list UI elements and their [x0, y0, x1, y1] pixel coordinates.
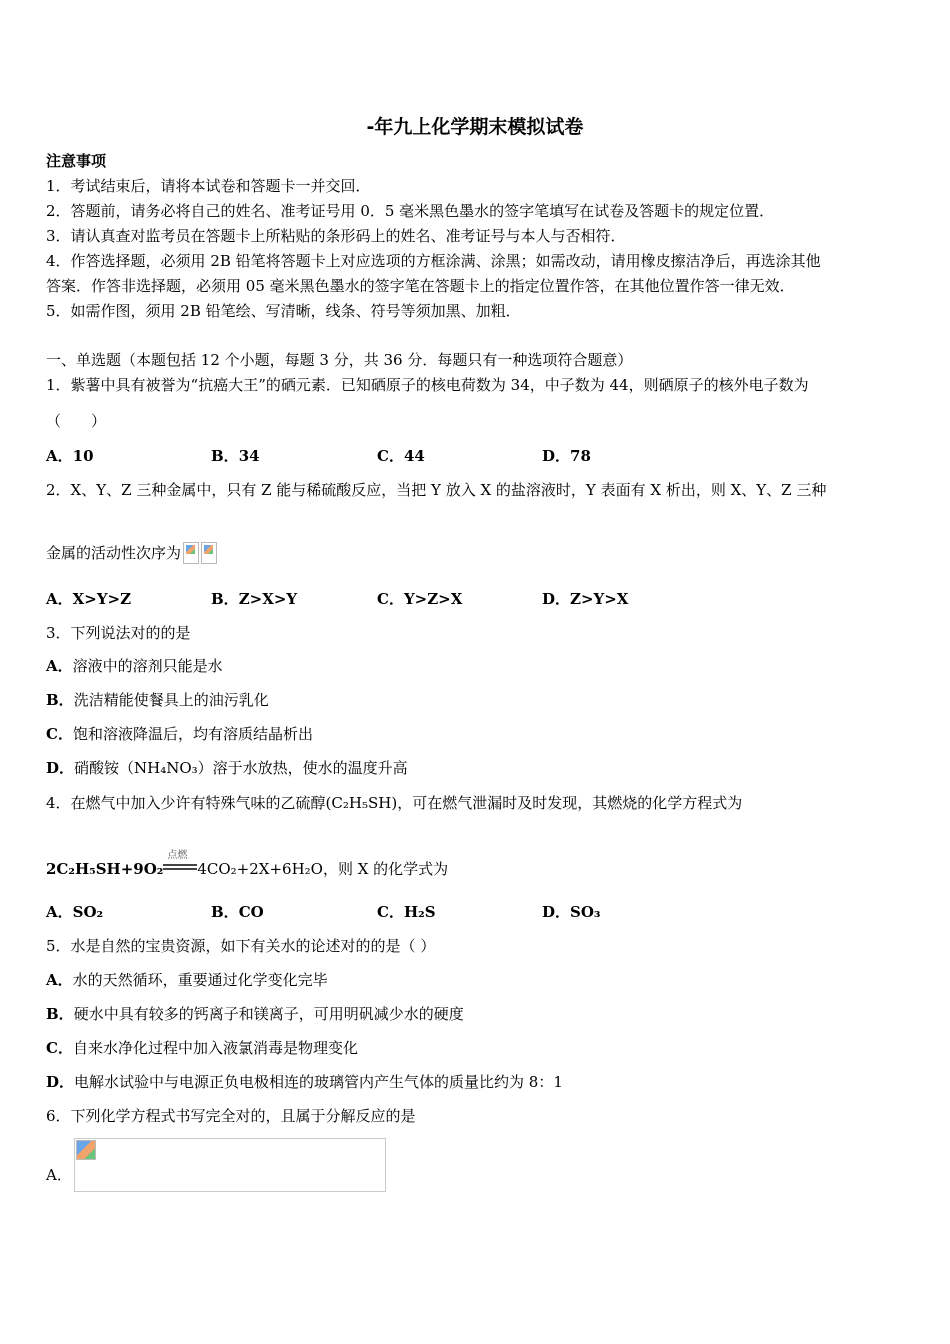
- option-text: 34: [238, 447, 260, 465]
- option-label: A．: [46, 903, 73, 921]
- option-label: A．: [46, 447, 73, 465]
- option-text: H₂S: [403, 903, 436, 921]
- q5-option-c[interactable]: [46, 1038, 358, 1058]
- option-label: D．: [542, 447, 571, 465]
- notice-item-4-cont: 答案．作答非选择题，必须用 05 毫米黑色墨水的签字笔在答题卡上的指定位置作答，在其他位置作答一律无效．: [46, 277, 795, 295]
- q4-option-b[interactable]: [211, 902, 264, 922]
- q2-option-c[interactable]: [377, 589, 462, 609]
- option-text: 10: [72, 447, 94, 465]
- notice-item-1: 1．考试结束后，请将本试卷和答题卡一并交回．: [46, 177, 371, 195]
- equation-lhs: 2C₂H₅SH+9O₂: [46, 860, 164, 878]
- option-text: SO₂: [72, 903, 104, 921]
- option-text: 溶液中的溶剂只能是水: [72, 657, 223, 675]
- option-label: B．: [46, 1005, 74, 1023]
- option-label: D．: [46, 1073, 75, 1091]
- q1-option-b[interactable]: [211, 446, 260, 466]
- option-label: C．: [46, 1039, 73, 1057]
- q3-option-c[interactable]: [46, 724, 313, 744]
- option-text: 硝酸铵（NH₄NO₃）溶于水放热，使水的温度升高: [74, 759, 408, 777]
- option-label: A．: [46, 590, 73, 608]
- option-label: D．: [542, 903, 571, 921]
- q3-option-a[interactable]: [46, 656, 223, 676]
- q2-option-d[interactable]: [542, 589, 628, 609]
- option-label: C．: [377, 903, 404, 921]
- option-text: 44: [403, 447, 425, 465]
- option-text: 洗洁精能使餐具上的油污乳化: [73, 691, 269, 709]
- reaction-condition: 点燃: [167, 850, 188, 861]
- q1-option-c[interactable]: [377, 446, 425, 466]
- q4-stem: 4．在燃气中加入少许有特殊气味的乙硫醇(C₂H₅SH)，可在燃气泄漏时及时发现，其燃烧的化学方程式为: [46, 794, 743, 812]
- q3-option-d[interactable]: [46, 758, 408, 778]
- option-text: 78: [570, 447, 591, 465]
- option-text: 自来水净化过程中加入液氯消毒是物理变化: [72, 1039, 358, 1057]
- option-text: 水的天然循环，重要通过化学变化完毕: [72, 971, 328, 989]
- option-label: B．: [211, 447, 239, 465]
- q1-option-d[interactable]: [542, 446, 591, 466]
- q2-option-a[interactable]: [46, 589, 131, 609]
- option-label: C．: [46, 725, 73, 743]
- option-label: D．: [46, 759, 75, 777]
- q1-stem: 1．紫薯中具有被誉为“抗癌大王”的硒元素．已知硒原子的核电荷数为 34，中子数为 44，则硒原子的核外电子数为: [46, 376, 809, 394]
- option-text: Z>X>Y: [238, 590, 298, 608]
- q6-option-a-image[interactable]: [74, 1138, 386, 1192]
- q5-option-b[interactable]: [46, 1004, 464, 1024]
- q1-stem-cont: （ ）: [46, 412, 107, 430]
- broken-image-icon: [183, 542, 199, 564]
- option-text: X>Y>Z: [72, 590, 132, 608]
- broken-image-icon: [76, 1140, 96, 1160]
- option-label: B．: [46, 691, 74, 709]
- q6-option-a-label[interactable]: A．: [46, 1166, 72, 1184]
- q2-stem-text: 金属的活动性次序为: [46, 544, 182, 562]
- notice-heading: 注意事项: [46, 152, 107, 170]
- notice-item-2: 2．答题前，请务必将自己的姓名、准考证号用 0．5 毫米黑色墨水的签字笔填写在试卷及答题卡的规定位置．: [46, 202, 775, 220]
- notice-item-3: 3．请认真查对监考员在答题卡上所粘贴的条形码上的姓名、准考证号与本人与否相符．: [46, 227, 626, 245]
- option-label: C．: [377, 590, 404, 608]
- notice-item-4: 4．作答选择题，必须用 2B 铅笔将答题卡上对应选项的方框涂满、涂黑；如需改动，请用橡皮擦洁净后，再选涂其他: [46, 252, 821, 270]
- q4-equation: [46, 850, 449, 879]
- option-text: 硬水中具有较多的钙离子和镁离子，可用明矾减少水的硬度: [73, 1005, 464, 1023]
- q5-stem: 5．水是自然的宝贵资源，如下有关水的论述对的的是（ ）: [46, 937, 436, 955]
- option-text: 电解水试验中与电源正负电极相连的玻璃管内产生气体的质量比约为 8：1: [74, 1073, 563, 1091]
- q5-option-a[interactable]: [46, 970, 328, 990]
- q3-option-b[interactable]: [46, 690, 269, 710]
- broken-image-icon: [201, 542, 217, 564]
- option-label: B．: [211, 590, 239, 608]
- reaction-condition-arrow: [163, 850, 197, 868]
- option-label: A．: [46, 971, 73, 989]
- q6-stem: 6．下列化学方程式书写完全对的，且属于分解反应的是: [46, 1107, 416, 1125]
- option-label: B．: [211, 903, 239, 921]
- option-label: C．: [377, 447, 404, 465]
- q2-stem: 2．X、Y、Z 三种金属中，只有 Z 能与稀硫酸反应，当把 Y 放入 X 的盐溶液时，Y 表面有 X 析出，则 X、Y、Z 三种: [46, 481, 827, 499]
- option-text: SO₃: [570, 903, 601, 921]
- option-text: CO: [238, 903, 264, 921]
- option-label: D．: [542, 590, 571, 608]
- q2-stem-cont: [46, 542, 217, 564]
- q4-option-c[interactable]: [377, 902, 436, 922]
- page-title: -年九上化学期末模拟试卷: [366, 116, 584, 138]
- option-text: Z>Y>X: [570, 590, 629, 608]
- q3-stem: 3．下列说法对的的是: [46, 624, 191, 642]
- option-text: 饱和溶液降温后，均有溶质结晶析出: [72, 725, 313, 743]
- q1-option-a[interactable]: [46, 446, 94, 466]
- q2-option-b[interactable]: [211, 589, 297, 609]
- equation-rhs: 4CO₂+2X+6H₂O，则 X 的化学式为: [197, 860, 449, 878]
- q4-option-d[interactable]: [542, 902, 600, 922]
- option-label: A．: [46, 657, 73, 675]
- notice-item-5: 5．如需作图，须用 2B 铅笔绘、写清晰，线条、符号等须加黑、加粗．: [46, 302, 521, 320]
- q4-option-a[interactable]: [46, 902, 103, 922]
- q5-option-d[interactable]: [46, 1072, 563, 1092]
- option-text: Y>Z>X: [403, 590, 463, 608]
- section-heading: 一、单选题（本题包括 12 个小题，每题 3 分，共 36 分．每题只有一种选项符合题意）: [46, 351, 633, 369]
